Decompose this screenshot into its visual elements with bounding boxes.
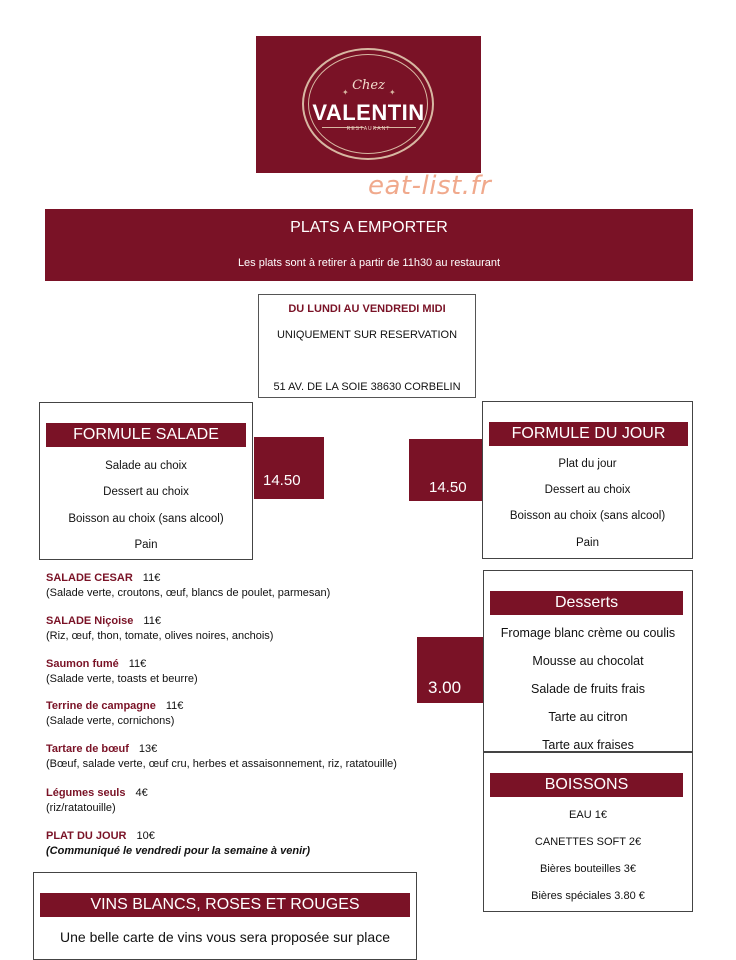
logo-star-right: ✦ [389, 88, 396, 97]
dish-name: Tartare de bœuf [46, 743, 129, 755]
watermark: eat-list.fr [368, 171, 492, 201]
boisson-item: CANETTES SOFT 2€ [534, 836, 642, 848]
dessert-item: Tarte aux fraises [542, 738, 634, 752]
boisson-item: Bières bouteilles 3€ [539, 863, 636, 875]
dish-price: 11€ [143, 615, 161, 627]
dish-item [46, 699, 183, 729]
dish-name: Terrine de campagne [46, 700, 156, 712]
restaurant-logo [256, 36, 481, 173]
boissons-box [483, 752, 693, 912]
dish-description: (Communiqué le vendredi pour la semaine à venir) [46, 845, 311, 857]
dessert-item: Tarte au citron [548, 710, 628, 724]
desserts-price: 3.00 [417, 637, 483, 703]
logo-star-left: ✦ [342, 88, 349, 97]
formule-jour-price: 14.50 [409, 439, 482, 501]
dish-item [46, 657, 198, 687]
dish-description: (Bœuf, salade verte, œuf cru, herbes et assaisonnement, riz, ratatouille) [46, 758, 397, 770]
desserts-title: Desserts [490, 591, 683, 615]
logo-chez-text: Chez [352, 78, 385, 93]
info-address: 51 AV. DE LA SOIE 38630 CORBELIN [273, 381, 461, 393]
boisson-item: EAU 1€ [569, 809, 607, 821]
dish-item [46, 829, 310, 859]
dish-description: (Salade verte, toasts et beurre) [46, 673, 198, 685]
dish-price: 10€ [136, 830, 155, 842]
desserts-box [483, 570, 693, 752]
dish-price: 11€ [128, 658, 147, 670]
dish-item [46, 786, 148, 816]
formule-salade-item: Dessert au choix [103, 486, 189, 498]
banner-subtitle: Les plats sont à retirer à partir de 11h30 au restaurant [237, 257, 501, 269]
dish-item [46, 614, 273, 644]
dish-price: 13€ [138, 743, 158, 755]
logo-sub-text: RESTAURANT [346, 126, 391, 132]
vins-text: Une belle carte de vins vous sera proposée sur place [60, 929, 390, 945]
dish-description: (Salade verte, croutons, œuf, blancs de poulet, parmesan) [46, 587, 331, 599]
dish-price: 4€ [135, 787, 148, 799]
dish-name: PLAT DU JOUR [46, 830, 127, 842]
formule-jour-item: Pain [575, 537, 600, 549]
info-days: DU LUNDI AU VENDREDI MIDI [288, 303, 446, 315]
dish-item [46, 742, 397, 772]
vins-box [33, 872, 417, 960]
dish-price: 11€ [165, 700, 184, 712]
dish-price: 11€ [142, 572, 161, 584]
formule-salade-item: Pain [134, 539, 158, 551]
formule-jour-title: FORMULE DU JOUR [489, 422, 688, 446]
formule-salade-item: Salade au choix [105, 460, 187, 472]
formule-salade-price: 14.50 [254, 437, 324, 499]
formule-jour-item: Dessert au choix [544, 484, 631, 496]
formule-salade-title: FORMULE SALADE [46, 423, 246, 447]
dish-name: SALADE CESAR [46, 572, 133, 584]
dish-description: (Salade verte, cornichons) [46, 715, 175, 727]
dessert-item: Fromage blanc crème ou coulis [500, 626, 676, 640]
logo-name-text: VALENTIN [312, 100, 425, 125]
vins-title: VINS BLANCS, ROSES ET ROUGES [40, 893, 410, 917]
dish-description: (riz/ratatouille) [46, 802, 116, 814]
dish-name: Saumon fumé [46, 658, 119, 670]
dish-name: Légumes seuls [46, 787, 126, 799]
dessert-item: Salade de fruits frais [531, 682, 645, 696]
dessert-item: Mousse au chocolat [532, 654, 644, 668]
formule-jour-item: Boisson au choix (sans alcool) [509, 510, 666, 522]
header-banner [45, 209, 693, 281]
formule-jour-box [482, 401, 693, 559]
info-box [258, 294, 476, 398]
formule-jour-item: Plat du jour [558, 458, 617, 470]
banner-title: PLATS A EMPORTER [290, 219, 448, 236]
dish-description: (Riz, œuf, thon, tomate, olives noires, anchois) [46, 630, 274, 642]
boissons-title: BOISSONS [490, 773, 683, 797]
formule-salade-item: Boisson au choix (sans alcool) [68, 513, 224, 525]
formule-salade-box [39, 402, 253, 560]
dish-name: SALADE Niçoise [46, 615, 134, 627]
dish-item [46, 571, 330, 601]
boisson-item: Bières spéciales 3.80 € [531, 890, 645, 902]
info-reservation: UNIQUEMENT SUR RESERVATION [276, 329, 458, 341]
